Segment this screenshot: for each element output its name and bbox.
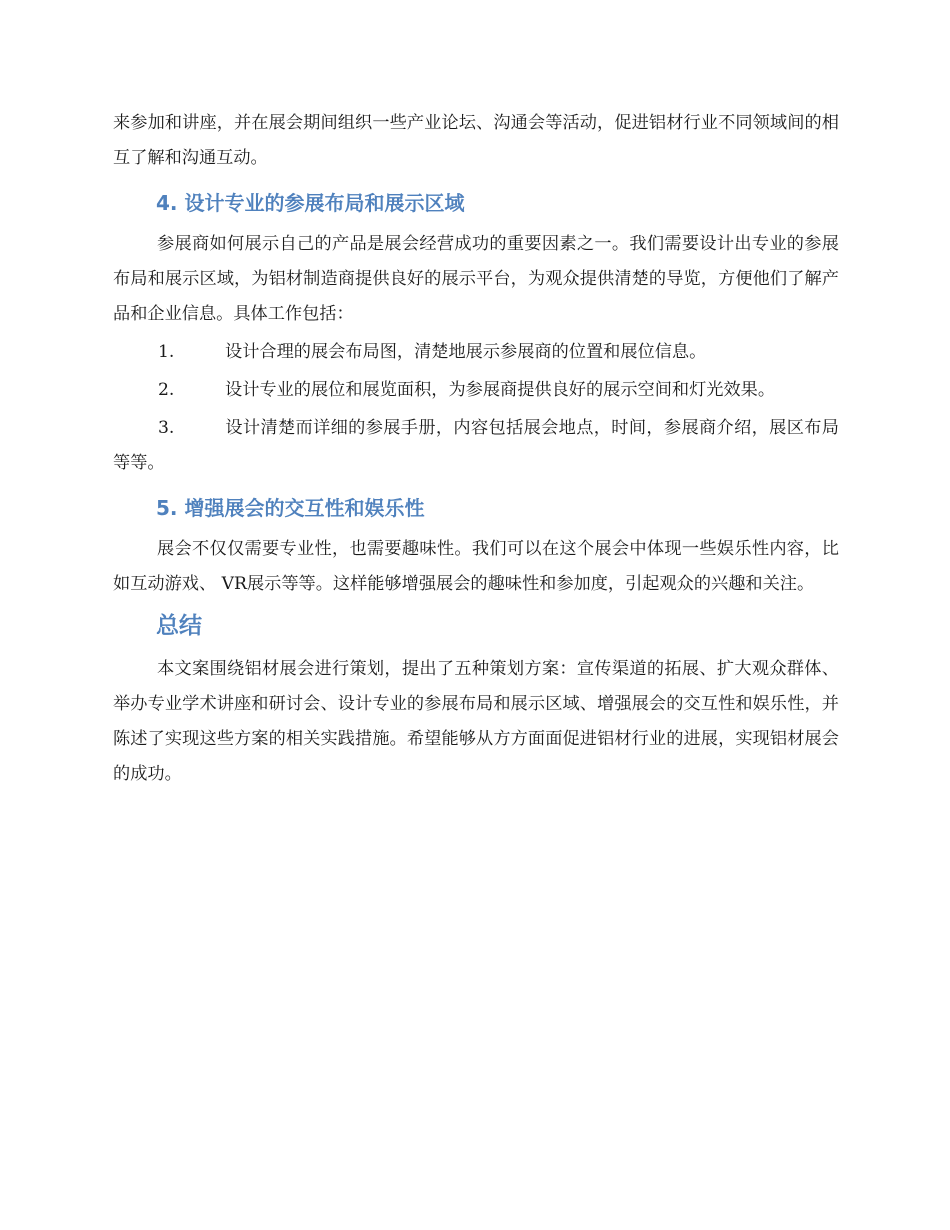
list-number-1: 1. — [158, 342, 175, 362]
list-item-3 — [113, 411, 839, 481]
list-number-3: 3. — [158, 418, 175, 438]
section5-paragraph: 展会不仅仅需要专业性，也需要趣味性。我们可以在这个展会中体现一些娱乐性内容，比如互动游戏、 VR展示等等。这样能够增强展会的趣味性和参加度，引起观众的兴趣和关注。 — [113, 539, 839, 594]
list-item-2 — [113, 373, 839, 408]
section4-paragraph: 参展商如何展示自己的产品是展会经营成功的重要因素之一。我们需要设计出专业的参展布局和展示区域，为铝材制造商提供良好的展示平台，为观众提供清楚的导览，方便他们了解产品和企业信息。具体工作包括： — [113, 234, 839, 324]
list-text-3: 设计清楚而详细的参展手册，内容包括展会地点，时间，参展商介绍，展区布局等等。 — [113, 418, 839, 473]
summary-heading: 总结 — [156, 613, 202, 639]
list-number-2: 2. — [158, 380, 175, 400]
list-item-1 — [113, 335, 839, 370]
section4-heading: 4. 设计专业的参展布局和展示区域 — [156, 191, 465, 215]
summary-paragraph: 本文案围绕铝材展会进行策划，提出了五种策划方案：宣传渠道的拓展、扩大观众群体、举办专业学术讲座和研讨会、设计专业的参展布局和展示区域、增强展会的交互性和娱乐性，并陈述了实现这些方案的相关实践措施。希望能够从方方面面促进铝材行业的进展，实现铝材展会的成功。 — [113, 659, 839, 784]
document-body — [113, 106, 839, 792]
section5-heading: 5. 增强展会的交互性和娱乐性 — [156, 496, 425, 520]
intro-continuation-paragraph: 来参加和讲座，并在展会期间组织一些产业论坛、沟通会等活动，促进铝材行业不同领域间的相互了解和沟通互动。 — [113, 113, 839, 168]
list-text-1: 设计合理的展会布局图，清楚地展示参展商的位置和展位信息。 — [225, 342, 707, 362]
list-text-2: 设计专业的展位和展览面积，为参展商提供良好的展示空间和灯光效果。 — [225, 380, 776, 400]
